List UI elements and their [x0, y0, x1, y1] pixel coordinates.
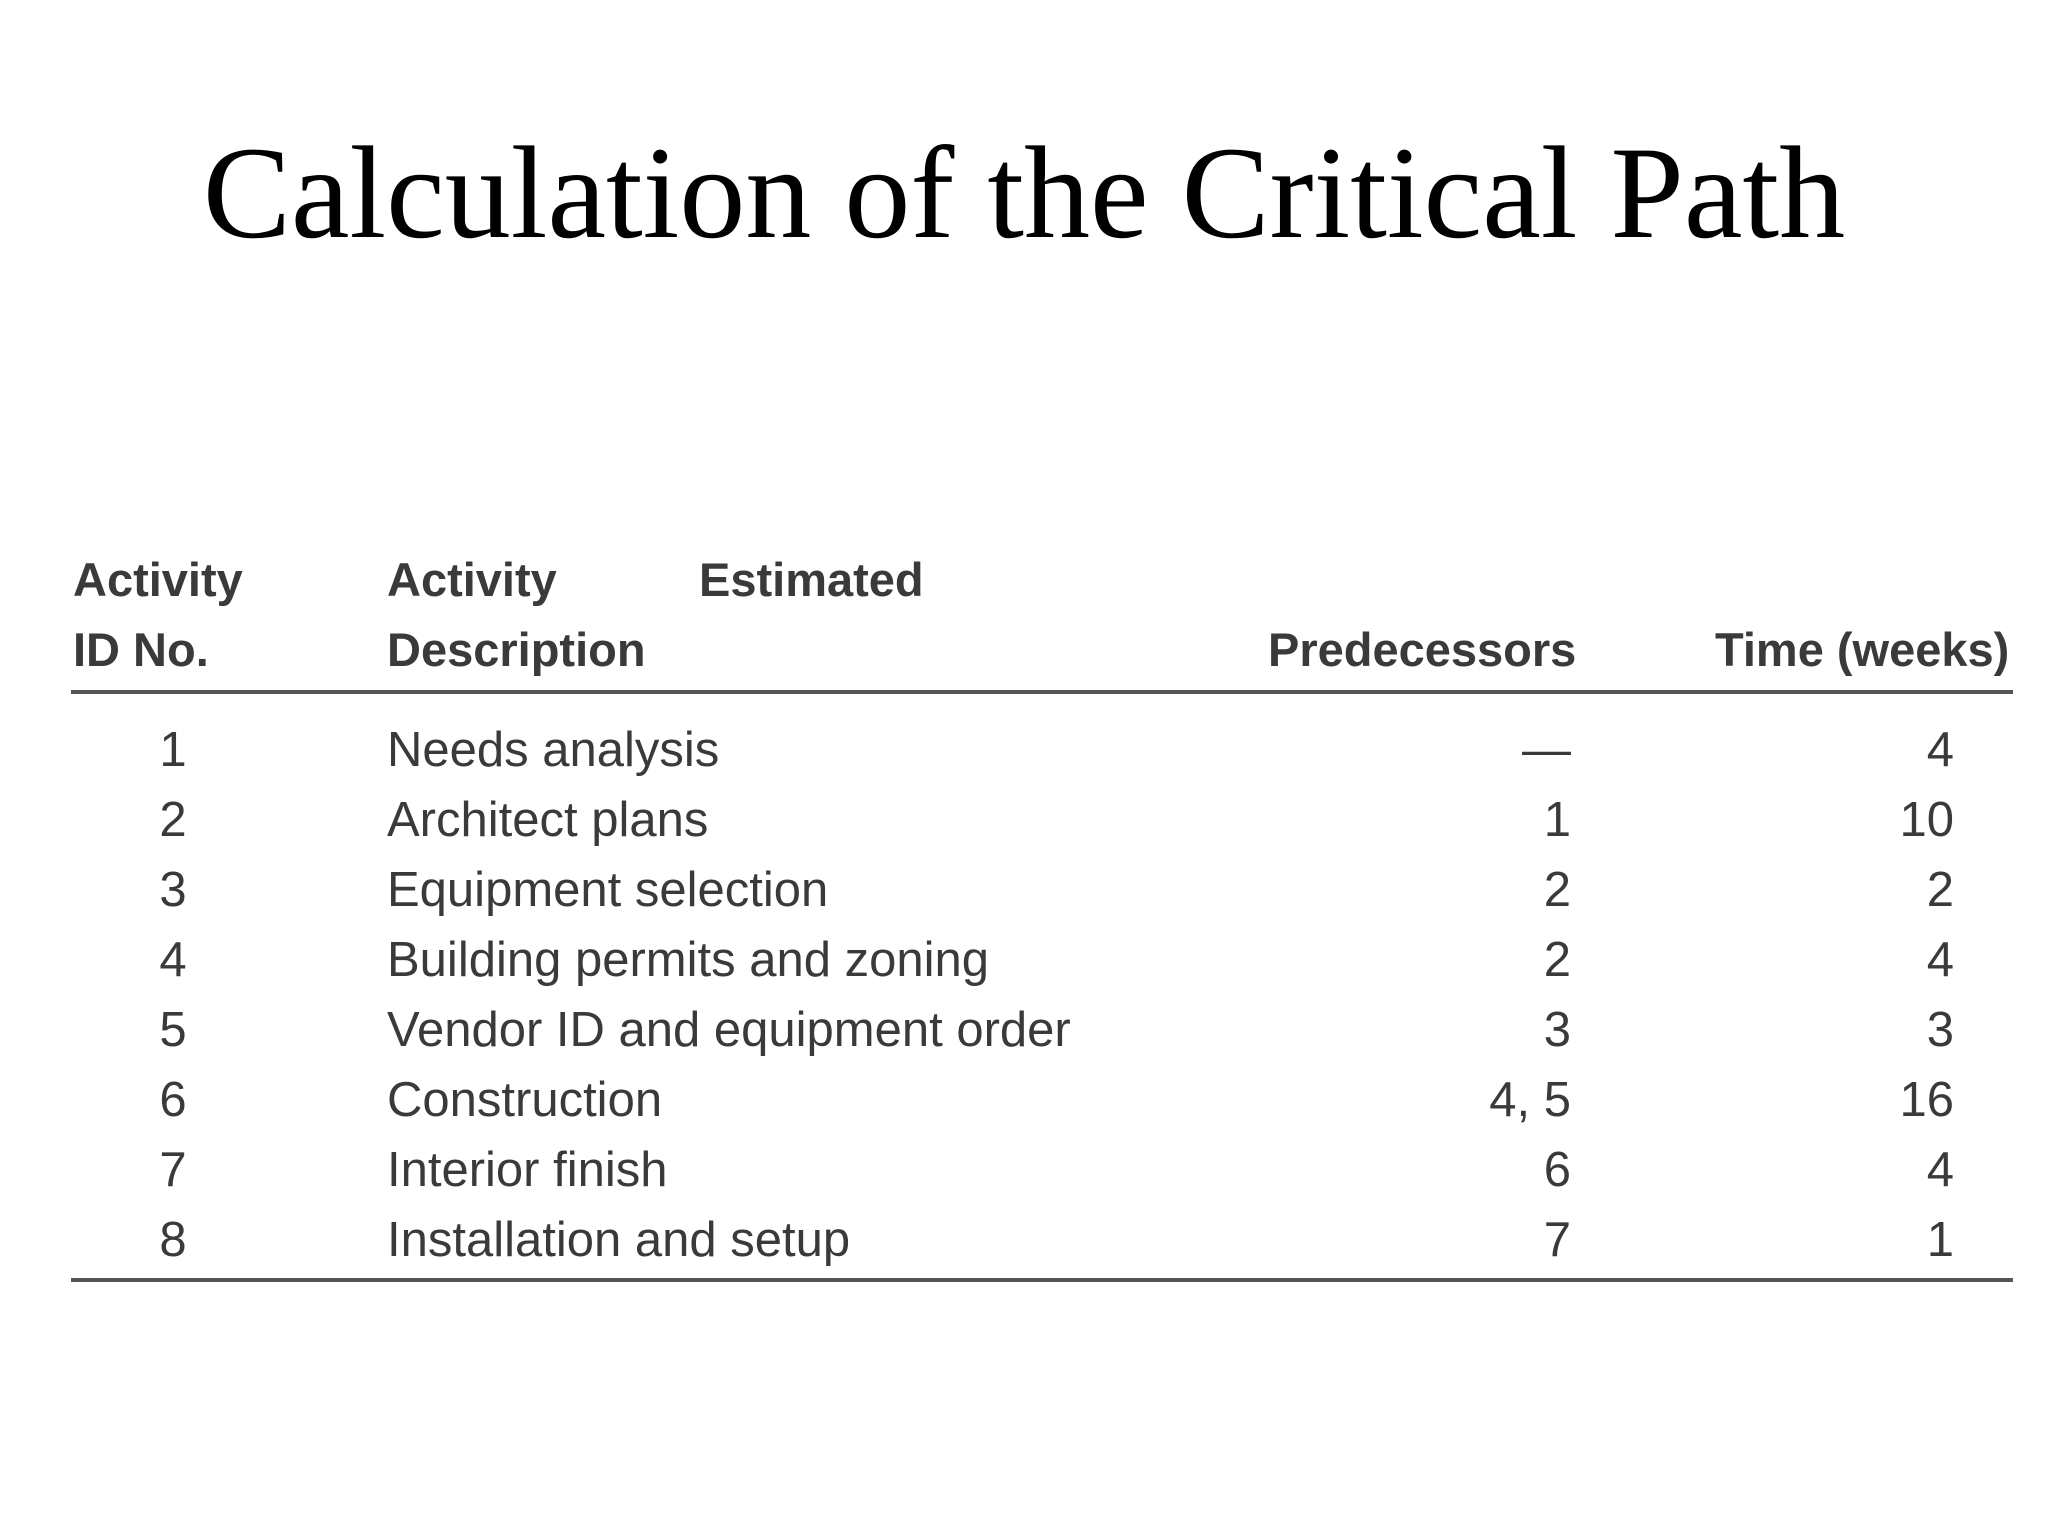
row-description: Needs analysis: [387, 723, 720, 777]
row-time: 4: [1926, 933, 1954, 987]
activity-table: [71, 538, 2013, 1298]
row-predecessors: 2: [1543, 863, 1571, 917]
row-time: 3: [1926, 1003, 1954, 1057]
row-id: 3: [159, 863, 187, 917]
row-time: 4: [1926, 723, 1954, 777]
row-predecessors: —: [1522, 723, 1571, 777]
row-description: Interior finish: [387, 1143, 668, 1197]
row-id: 6: [159, 1073, 187, 1127]
row-time: 4: [1926, 1143, 1954, 1197]
header-rule: [71, 690, 2013, 694]
header-time-line1: Estimated: [699, 553, 924, 606]
page-title: Calculation of the Critical Path: [202, 119, 1846, 266]
header-id-line2: ID No.: [73, 623, 209, 676]
row-id: 5: [159, 1003, 187, 1057]
row-predecessors: 6: [1543, 1143, 1571, 1197]
row-predecessors: 4, 5: [1489, 1073, 1571, 1127]
row-predecessors: 7: [1543, 1213, 1571, 1267]
row-predecessors: 3: [1543, 1003, 1571, 1057]
row-description: Construction: [387, 1073, 663, 1127]
header-predecessors: Predecessors: [1268, 623, 1577, 676]
header-desc-line2: Description: [387, 623, 646, 676]
header-desc-line1: Activity: [387, 553, 557, 606]
header-id-line1: Activity: [73, 553, 243, 606]
row-predecessors: 2: [1543, 933, 1571, 987]
row-id: 7: [159, 1143, 187, 1197]
row-id: 2: [159, 793, 187, 847]
row-id: 4: [159, 933, 187, 987]
row-time: 10: [1899, 793, 1954, 847]
row-description: Vendor ID and equipment order: [387, 1003, 1071, 1057]
row-id: 8: [159, 1213, 187, 1267]
bottom-rule: [71, 1278, 2013, 1282]
row-description: Equipment selection: [387, 863, 829, 917]
row-time: 2: [1926, 863, 1954, 917]
row-id: 1: [159, 723, 187, 777]
header-time-line2: Time (weeks): [1715, 623, 2010, 676]
row-predecessors: 1: [1543, 793, 1571, 847]
row-time: 1: [1926, 1213, 1954, 1267]
row-description: Building permits and zoning: [387, 933, 989, 987]
row-description: Architect plans: [387, 793, 709, 847]
row-description: Installation and setup: [387, 1213, 851, 1267]
row-time: 16: [1899, 1073, 1954, 1127]
